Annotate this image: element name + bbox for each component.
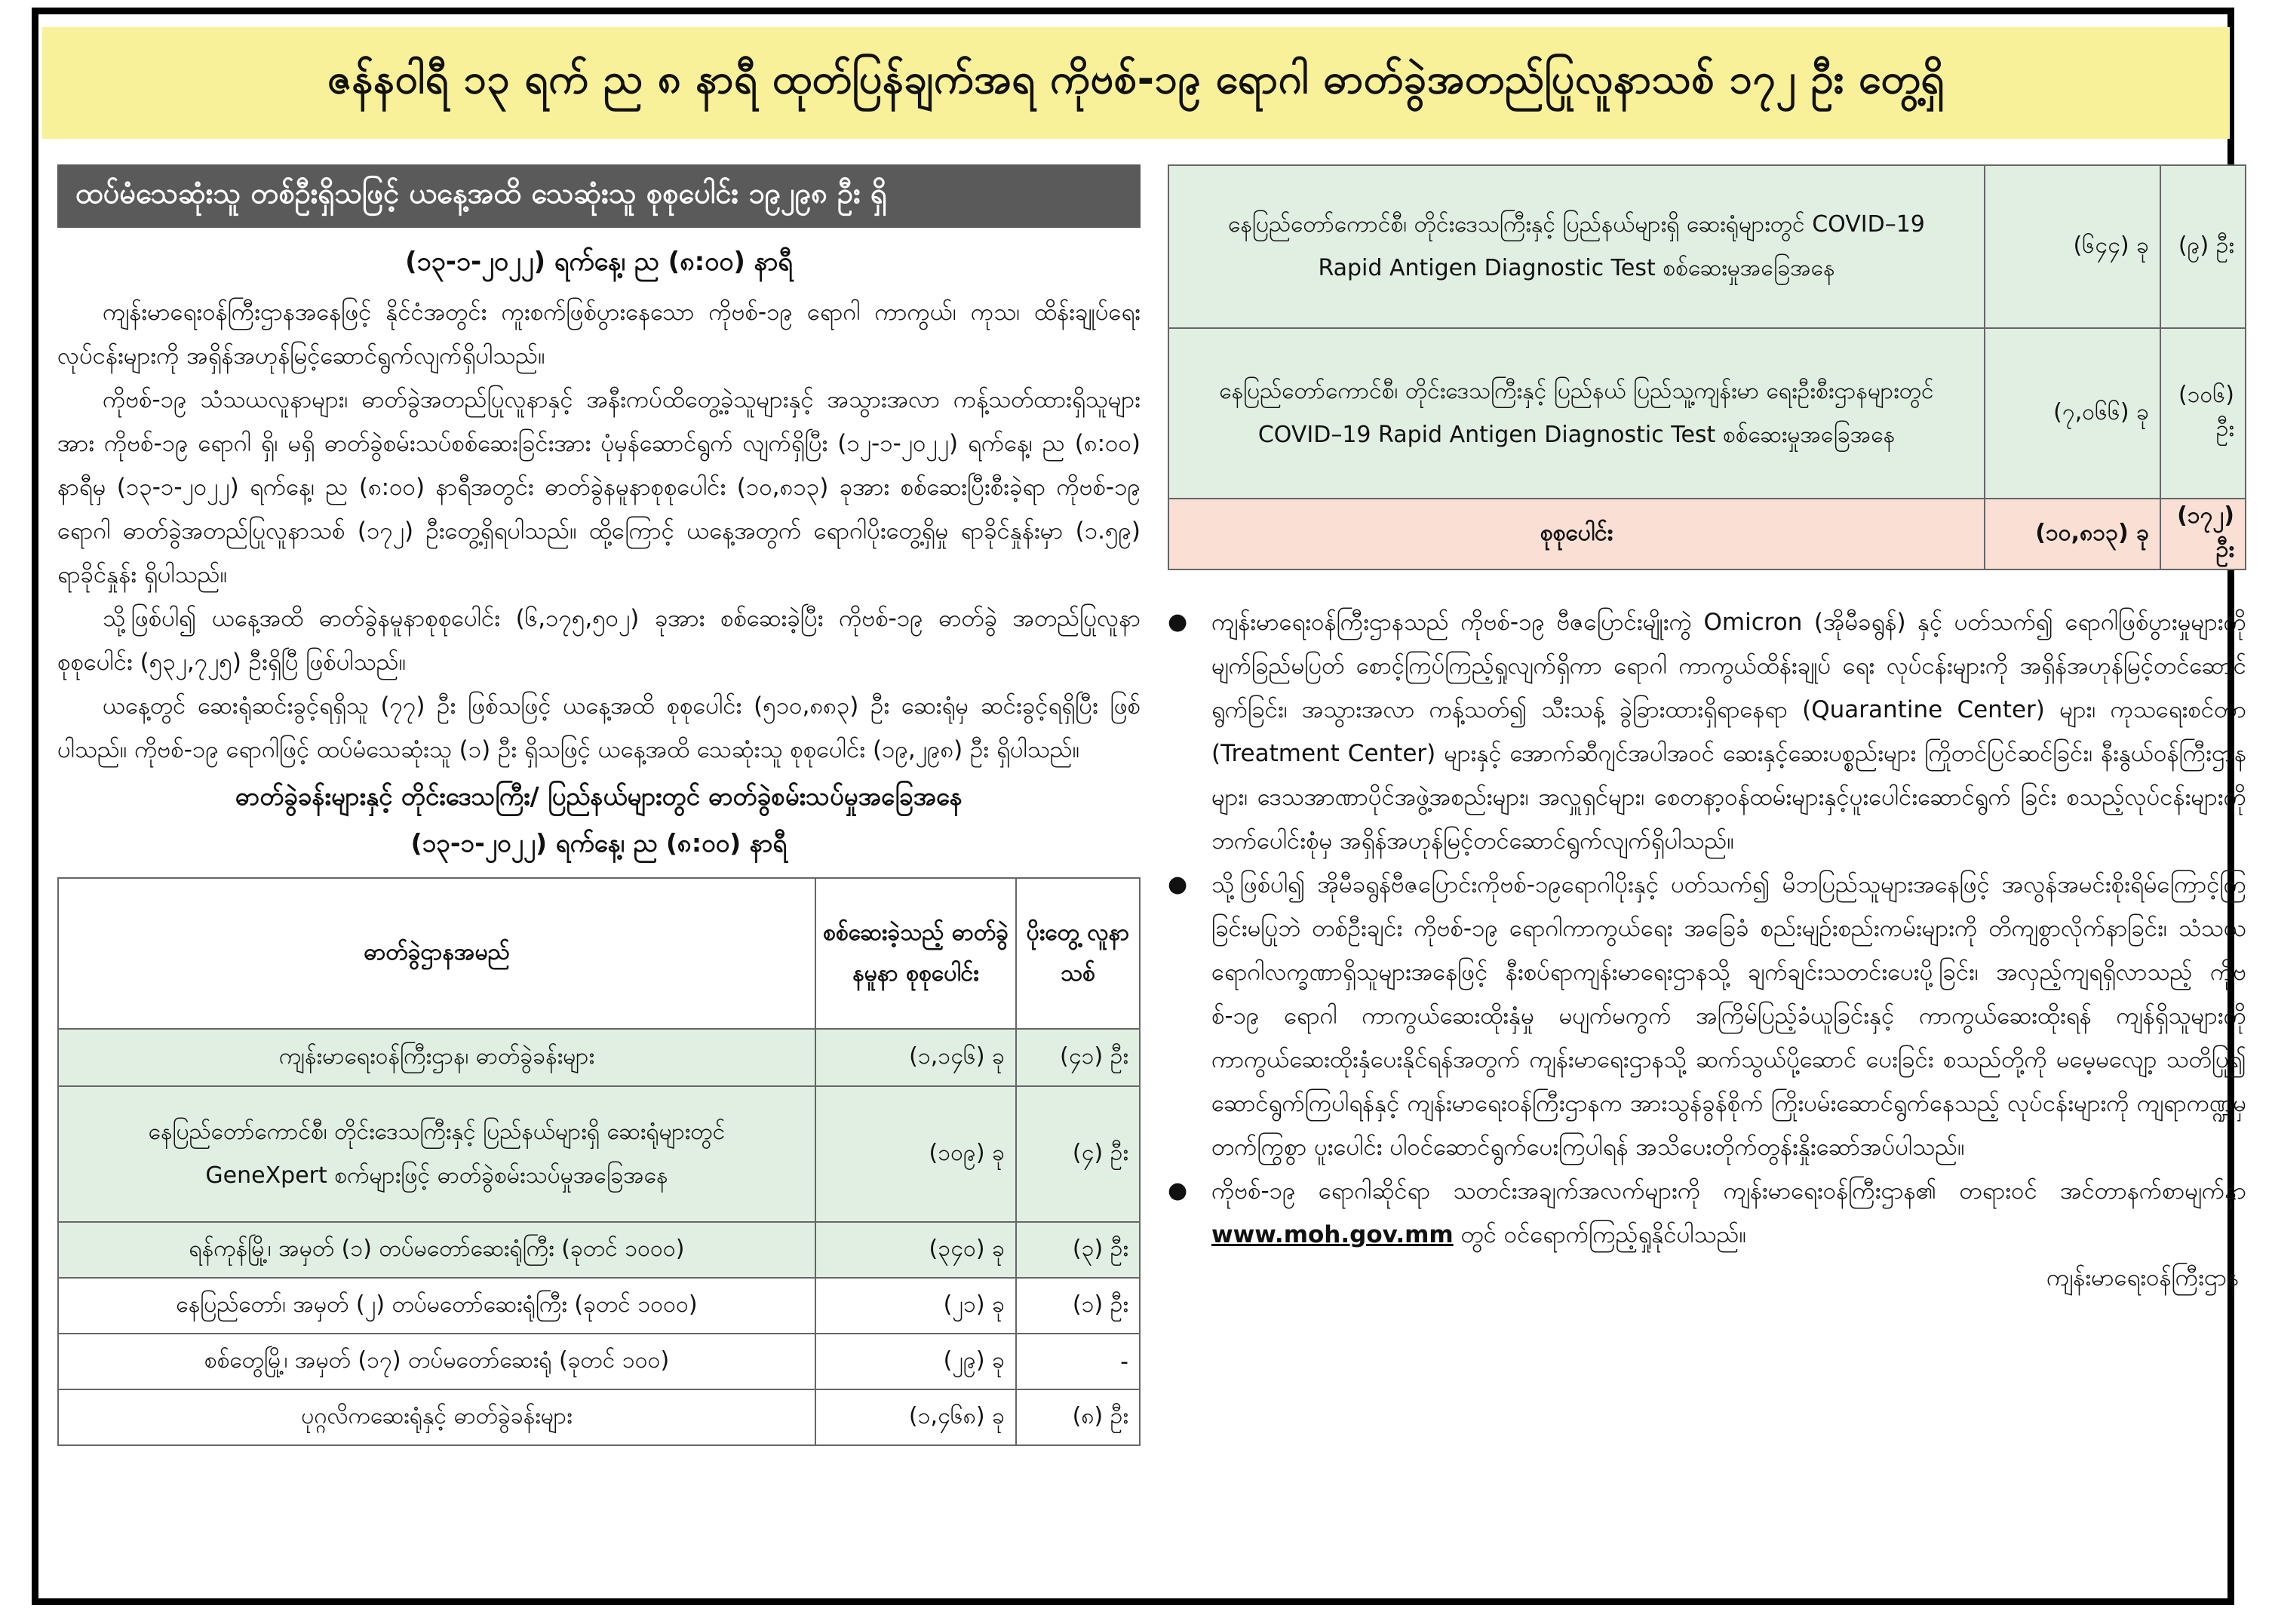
- tests-count: (၂၉) ခု: [815, 1334, 1016, 1389]
- signature: ကျန်းမာရေးဝန်ကြီးဌာန: [2046, 1264, 2239, 1291]
- right-column: [1168, 164, 2246, 1297]
- table-row: [58, 1278, 1140, 1334]
- table-row: [58, 1086, 1140, 1222]
- page-title: ဇန်နဝါရီ ၁၃ ရက် ည ၈ နာရီ ထုတ်ပြန်ချက်အရ ကိုဗစ်-၁၉ ရောဂါ ဓာတ်ခွဲအတည်ပြုလူနာသစ် ၁၇၂ ဦး တွေ့ရှိ: [42, 27, 2230, 139]
- lab-name: ကျန်းမာရေးဝန်ကြီးဌာန၊ ဓာတ်ခွဲခန်းများ: [58, 1029, 815, 1086]
- rapid-test-table: [1168, 164, 2246, 570]
- bullet-icon: ●: [1168, 871, 1188, 898]
- paragraph: ကျန်းမာရေးဝန်ကြီးဌာနအနေဖြင့် နိုင်ငံအတွင်း ကူးစက်ဖြစ်ပွားနေသော ကိုဗစ်-၁၉ ရောဂါ ကာကွယ်၊ ကုသ၊ ထိန်းချုပ်ရေးလုပ်ငန်းများကို အရှိန်အဟုန်မြင့်ဆောင်ရွက်လျက်ရှိပါသည်။: [57, 299, 1141, 370]
- positive-count: (၈) ဦး: [1016, 1389, 1140, 1445]
- positive-count: (၃) ဦး: [1016, 1222, 1140, 1278]
- bullet-list: [1168, 600, 2246, 1257]
- paragraph: ယနေ့တွင် ဆေးရုံဆင်းခွင့်ရရှိသူ (၇၇) ဦး ဖြစ်သဖြင့် ယနေ့အထိ စုစုပေါင်း (၅၁၀,၈၈၃) ဦး ဆေးရုံမှ ဆင်းခွင့်ရရှိပြီး ဖြစ်ပါသည်။ ကိုဗစ်-၁၉ ရောဂါဖြင့် ထပ်မံသေဆုံးသူ (၁) ဦး ရှိသဖြင့် ယနေ့အထိ သေဆုံးသူ စုစုပေါင်း (၁၉,၂၉၈) ဦး ရှိပါသည်။: [57, 692, 1141, 763]
- tests-count: (၂၁) ခု: [815, 1278, 1016, 1334]
- table-heading: ဓာတ်ခွဲခန်းများနှင့် တိုင်းဒေသကြီး/ ပြည်နယ်များတွင် ဓာတ်ခွဲစမ်းသပ်မှုအခြေအနေ: [235, 781, 963, 811]
- moh-website-link[interactable]: www.moh.gov.mm: [1211, 1221, 1454, 1248]
- lab-name: စစ်တွေမြို့၊ အမှတ် (၁၇) တပ်မတော်ဆေးရုံ (ခုတင် ၁၀၀): [58, 1334, 815, 1389]
- positive-count: (၉) ဦး: [2160, 165, 2246, 328]
- bullet-icon: ●: [1168, 1177, 1188, 1204]
- positive-count: (၄၁) ဦး: [1016, 1029, 1140, 1086]
- bullet-icon: ●: [1168, 609, 1188, 635]
- paragraph: သို့ဖြစ်ပါ၍ ယနေ့အထိ ဓာတ်ခွဲနမူနာစုစုပေါင်း (၆,၁၇၅,၅၀၂) ခုအား စစ်ဆေးခဲ့ပြီး ကိုဗစ်-၁၉ ဓာတ်ခွဲ အတည်ပြုလူနာ စုစုပေါင်း (၅၃၂,၇၂၅) ဦးရှိပြီ ဖြစ်ပါသည်။: [57, 605, 1141, 676]
- positive-count: (၁၀၆) ဦး: [2160, 328, 2246, 499]
- table-heading-date: (၁၃-၁-၂၀၂၂) ရက်နေ့၊ ည (၈:၀၀) နာရီ: [410, 828, 788, 858]
- test-site-name: နေပြည်တော်ကောင်စီ၊ တိုင်းဒေသကြီးနှင့် ပြည်နယ်များရှိ ဆေးရုံများတွင် COVID–19 Rapid Antigen Diagnostic Test စစ်ဆေးမှုအခြေအနေ: [1168, 165, 1985, 328]
- column-header: ဓာတ်ခွဲဌာနအမည်: [58, 878, 815, 1029]
- lab-name: နေပြည်တော်၊ အမှတ် (၂) တပ်မတော်ဆေးရုံကြီး (ခုတင် ၁၀၀၀): [58, 1278, 815, 1334]
- tests-count: (၆၄၄) ခု: [1985, 165, 2160, 328]
- total-positive: (၁၇၂) ဦး: [2160, 499, 2246, 569]
- list-item: [1168, 863, 2246, 1169]
- column-header: ပိုးတွေ့ လူနာသစ်: [1016, 878, 1140, 1029]
- total-label: စုစုပေါင်း: [1168, 499, 1985, 569]
- lab-name: ရန်ကုန်မြို့၊ အမှတ် (၁) တပ်မတော်ဆေးရုံကြီး (ခုတင် ၁၀၀၀): [58, 1222, 815, 1278]
- positive-count: (၁) ဦး: [1016, 1278, 1140, 1334]
- list-item: [1168, 600, 2246, 863]
- total-tests: (၁၀,၈၁၃) ခု: [1985, 499, 2160, 569]
- tests-count: (၇,၀၆၆) ခု: [1985, 328, 2160, 499]
- table-row: [58, 1334, 1140, 1389]
- bullet-text: ကိုဗစ်-၁၉ ရောဂါဆိုင်ရာ သတင်းအချက်အလက်များကို ကျန်းမာရေးဝန်ကြီးဌာန၏ တရားဝင် အင်တာနက်စာမျက်နှာ: [1211, 1177, 2246, 1205]
- paragraph: ကိုဗစ်-၁၉ သံသယလူနာများ၊ ဓာတ်ခွဲအတည်ပြုလူနာနှင့် အနီးကပ်ထိတွေ့ခဲ့သူများနှင့် အသွားအလာ ကန့်သတ်ထားရှိသူများအား ကိုဗစ်-၁၉ ရောဂါ ရှိ၊ မရှိ ဓာတ်ခွဲစမ်းသပ်စစ်ဆေးခြင်းအား ပုံမှန်ဆောင်ရွက် လျက်ရှိပြီး (၁၂-၁-၂၀၂၂) ရက်နေ့၊ ည (၈:၀၀) နာရီမှ (၁၃-၁-၂၀၂၂) ရက်နေ့၊ ည (၈:၀၀) နာရီအတွင်း ဓာတ်ခွဲနမူနာစုစုပေါင်း (၁၀,၈၁၃) ခုအား စစ်ဆေးပြီးစီးခဲ့ရာ ကိုဗစ်-၁၉ ရောဂါ ဓာတ်ခွဲအတည်ပြုလူနာသစ် (၁၇၂) ဦးတွေ့ရှိရပါသည်။ ထို့ကြောင့် ယနေ့အတွက် ရောဂါပိုးတွေ့ရှိမှု ရာခိုင်နှုန်းမှာ (၁.၅၉) ရာခိုင်နှုန်း ရှိပါသည်။: [57, 386, 1141, 588]
- lab-name: နေပြည်တော်ကောင်စီ၊ တိုင်းဒေသကြီးနှင့် ပြည်နယ်များရှိ ဆေးရုံများတွင် GeneXpert စက်များဖြင့် ဓာတ်ခွဲစမ်းသပ်မှုအခြေအနေ: [58, 1086, 815, 1222]
- table-row: [1168, 328, 2246, 499]
- bullet-text: ကျန်းမာရေးဝန်ကြီးဌာနသည် ကိုဗစ်-၁၉ ဗီဇပြောင်းမျိုးကွဲ Omicron (အိုမီခရွန်) နှင့် ပတ်သက်၍ ရောဂါဖြစ်ပွားမှုများကို မျက်ခြည်မပြတ် စောင့်ကြပ်ကြည့်ရှုလျက်ရှိကာ ရောဂါ ကာကွယ်ထိန်းချုပ် ရေး လုပ်ငန်းများကို အရှိန်အဟုန်မြင့်တင်ဆောင်ရွက်ခြင်း၊ အသွားအလာ ကန့်သတ်၍ သီးသန့် ခွဲခြားထားရှိရာနေရာ (Quarantine Center) များ၊ ကုသရေးစင်တာ (Treatment Center) များနှင့် အောက်ဆီဂျင်အပါအဝင် ဆေးနှင့်ဆေးပစ္စည်းများ ကြိုတင်ပြင်ဆင်ခြင်း၊ နီးနွယ်ဝန်ကြီးဌာနများ၊ ဒေသအာဏာပိုင်အဖွဲ့အစည်းများ၊ အလှူရှင်များ၊ စေတနာ့ဝန်ထမ်းများနှင့်ပူးပေါင်းဆောင်ရွက် ခြင်း စသည့်လုပ်ငန်းများကို ဘက်ပေါင်းစုံမှ အရှိန်အဟုန်မြင့်တင်ဆောင်ရွက်လျက်ရှိပါသည်။: [1211, 609, 2246, 855]
- column-header: စစ်ဆေးခဲ့သည့် ဓာတ်ခွဲနမူနာ စုစုပေါင်း: [815, 878, 1016, 1029]
- list-item: [1168, 1169, 2246, 1257]
- total-row: [1168, 499, 2246, 569]
- lab-name: ပုဂ္ဂလိကဆေးရုံနှင့် ဓာတ်ခွဲခန်းများ: [58, 1389, 815, 1445]
- table-row: [58, 1029, 1140, 1086]
- table-row: [1168, 165, 2246, 328]
- positive-count: -: [1016, 1334, 1140, 1389]
- bullet-text: သို့ဖြစ်ပါ၍ အိုမီခရွန်ဗီဇပြောင်းကိုဗစ်-၁၉ရောဂါပိုးနှင့် ပတ်သက်၍ မိဘပြည်သူများအနေဖြင့် အလွန်အမင်းစိုးရိမ်ကြောင့်ကြခြင်းမပြုဘဲ တစ်ဦးချင်း ကိုဗစ်-၁၉ ရောဂါကာကွယ်ရေး အခြေခံ စည်းမျဉ်းစည်းကမ်းများကို တိကျစွာလိုက်နာခြင်း၊ သံသယရောဂါလက္ခဏာရှိသူများအနေဖြင့် နီးစပ်ရာကျန်းမာရေးဌာနသို့ ချက်ချင်းသတင်းပေးပို့ခြင်း၊ အလှည့်ကျရရှိလာသည့် ကိုဗစ်-၁၉ ရောဂါ ကာကွယ်ဆေးထိုးနှံမှု မပျက်မကွက် အကြိမ်ပြည့်ခံယူခြင်းနှင့် ကာကွယ်ဆေးထိုးရန် ကျန်ရှိသူများကို ကာကွယ်ဆေးထိုးနှံပေးနိုင်ရန်အတွက် ကျန်းမာရေးဌာနသို့ ဆက်သွယ်ပို့ဆောင် ပေးခြင်း စသည်တို့ကို မမေ့မလျော့ သတိပြု၍ ဆောင်ရွက်ကြပါရန်နှင့် ကျန်းမာရေးဝန်ကြီးဌာနက အားသွန်ခွန်စိုက် ကြိုးပမ်းဆောင်ရွက်နေသည့် လုပ်ငန်းများကို ကျရာကဏ္ဍမှ တက်ကြွစွာ ပူးပေါင်း ပါဝင်ဆောင်ရွက်ပေးကြပါရန် အသိပေးတိုက်တွန်းနှိုးဆော်အပ်ပါသည်။: [1211, 871, 2246, 1161]
- bullet-text-tail: တွင် ဝင်ရောက်ကြည့်ရှုနိုင်ပါသည်။: [1460, 1221, 1746, 1248]
- test-site-name: နေပြည်တော်ကောင်စီ၊ တိုင်းဒေသကြီးနှင့် ပြည်နယ် ပြည်သူ့ကျန်းမာ ရေးဦးစီးဌာနများတွင် COVID–19 Rapid Antigen Diagnostic Test စစ်ဆေးမှုအခြေအနေ: [1168, 328, 1985, 499]
- report-date: (၁၃-၁-၂၀၂၂) ရက်နေ့၊ ည (၈:၀၀) နာရီ: [405, 247, 793, 277]
- left-column: [57, 164, 1141, 1446]
- tests-count: (၃၄၀) ခု: [815, 1222, 1016, 1278]
- bullet-text-container: [1211, 1169, 2246, 1257]
- table-row: [58, 1389, 1140, 1445]
- tests-count: (၁၀၉) ခု: [815, 1086, 1016, 1222]
- table-row: [58, 1222, 1140, 1278]
- tests-count: (၁,၄၆၈) ခု: [815, 1389, 1016, 1445]
- lab-testing-table: [57, 877, 1141, 1446]
- positive-count: (၄) ဦး: [1016, 1086, 1140, 1222]
- deaths-banner: ထပ်မံသေဆုံးသူ တစ်ဦးရှိသဖြင့် ယနေ့အထိ သေဆုံးသူ စုစုပေါင်း ၁၉၂၉၈ ဦး ရှိ: [57, 164, 1141, 228]
- tests-count: (၁,၁၄၆) ခု: [815, 1029, 1016, 1086]
